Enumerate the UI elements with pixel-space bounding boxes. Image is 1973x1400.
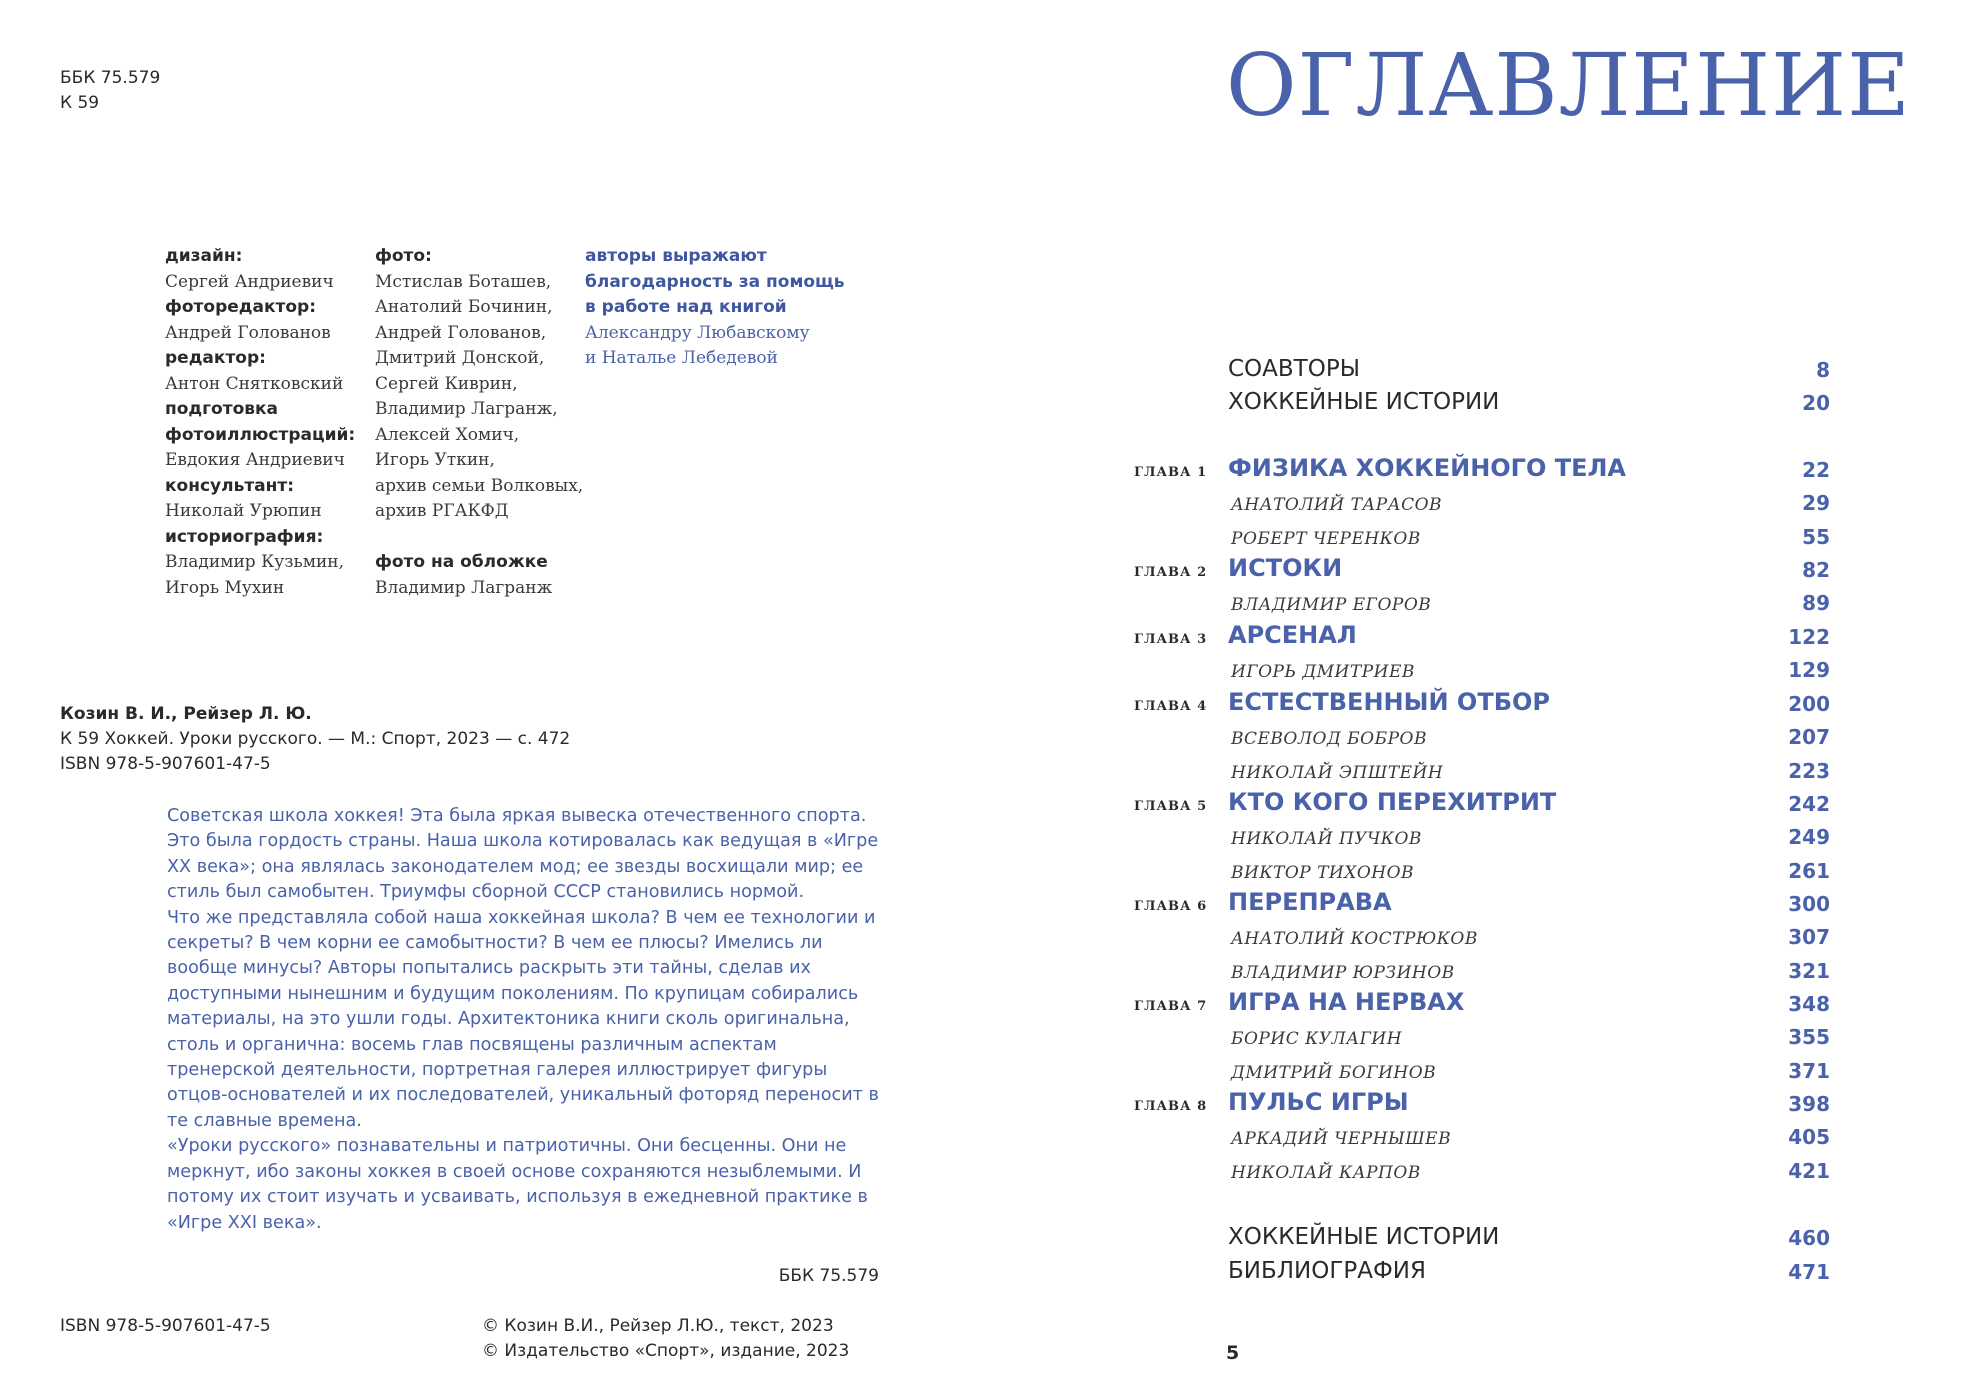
credit-label-photo: фото: [375,246,432,266]
ack-label-line2: благодарность за помощь [585,271,845,292]
toc-entry-title: ИГОРЬ ДМИТРИЕВ [1231,662,1415,682]
toc-entry-title: АРКАДИЙ ЧЕРНЫШЕВ [1231,1129,1452,1149]
credit-value-editor: Антон Снятковский [165,373,344,394]
credit-value-consultant: Николай Урюпин [165,501,322,521]
toc-entry-title: СОАВТОРЫ [1228,356,1360,382]
toc-page-number: 8 [1816,358,1830,382]
toc-entry-plain [1228,1222,1830,1256]
acknowledgements [585,244,845,372]
toc-entry-chapter [1134,1088,1830,1122]
toc-chapter-label: ГЛАВА 7 [1134,999,1208,1014]
isbn-bottom: ISBN 978-5-907601-47-5 [60,1316,271,1336]
toc-entry-title: ХОККЕЙНЫЕ ИСТОРИИ [1228,1224,1500,1250]
bbk-bottom: ББК 75.579 [778,1266,879,1286]
photo-credit-4: Дмитрий Донской, [375,348,545,368]
bib-authors: Козин В. И., Рейзер Л. Ю. [60,704,312,724]
toc-chapter-label: ГЛАВА 4 [1134,699,1208,714]
credit-value-historiography-2: Игорь Мухин [165,577,285,598]
toc-entry-person [1228,921,1830,955]
photo-credit-5: Сергей Киврин, [375,373,518,394]
bibliographic-record [60,702,570,777]
toc-entry-chapter [1134,888,1830,922]
credits-column-2 [375,244,585,601]
toc-chapter-label: ГЛАВА 3 [1134,632,1208,647]
toc-entry-person [1228,1055,1830,1089]
toc-entry-title: ЕСТЕСТВЕННЫЙ ОТБОР [1228,688,1550,716]
toc-entry-person [1228,755,1830,789]
toc-entry-title: БОРИС КУЛАГИН [1231,1029,1403,1049]
photo-credit-1: Мстислав Боташев, [375,271,552,292]
toc-page-number: 261 [1788,859,1830,883]
toc-chapter-label: ГЛАВА 2 [1134,565,1208,580]
ack-label-line1: авторы выражают [585,246,767,266]
page-number: 5 [1226,1342,1240,1364]
credit-label-photo-editor: фоторедактор: [165,297,317,317]
toc-page-number: 421 [1788,1159,1830,1183]
toc-entry-title: ПУЛЬС ИГРЫ [1228,1088,1409,1116]
toc-page-number: 29 [1802,491,1830,515]
toc-page-number: 242 [1788,792,1830,816]
toc-page-number: 300 [1788,892,1830,916]
toc-entry-title: АНАТОЛИЙ КОСТРЮКОВ [1231,929,1478,949]
toc-entry-title: ВСЕВОЛОД БОБРОВ [1231,729,1427,749]
spacer [375,525,585,551]
toc-entry-person [1228,654,1830,688]
toc-entry-plain [1228,1256,1830,1290]
toc-entry-title: ДМИТРИЙ БОГИНОВ [1231,1063,1437,1083]
toc-entry-title: ВИКТОР ТИХОНОВ [1231,863,1415,883]
ack-name-2: и Наталье Лебедевой [585,348,778,368]
toc-entry-title: БИБЛИОГРАФИЯ [1228,1258,1426,1284]
credit-label-cover-photo: фото на обложке [375,552,548,572]
toc-page-number: 249 [1788,825,1830,849]
author-mark: К 59 [60,93,100,113]
toc-chapter-label: ГЛАВА 6 [1134,899,1208,914]
toc-chapter-label: ГЛАВА 8 [1134,1099,1208,1114]
toc-page-number: 471 [1788,1260,1830,1284]
toc-entry-chapter [1134,688,1830,722]
toc-chapter-label: ГЛАВА 1 [1134,465,1208,480]
credit-value-photo-editor: Андрей Голованов [165,322,331,343]
credit-label-consultant: консультант: [165,475,295,496]
toc-page-number: 355 [1788,1025,1830,1049]
toc-entry-title: ПЕРЕПРАВА [1228,888,1392,916]
credit-value-cover-photo: Владимир Лагранж [375,577,553,598]
toc-entry-title: ВЛАДИМИР ЮРЗИНОВ [1231,963,1455,983]
toc-entry-title: НИКОЛАЙ ЭПШТЕЙН [1231,763,1444,783]
bib-isbn: ISBN 978-5-907601-47-5 [60,754,271,774]
copyright-block [482,1314,849,1364]
toc-entry-title: ХОККЕЙНЫЕ ИСТОРИИ [1228,389,1500,415]
credit-value-design: Сергей Андриевич [165,271,334,292]
toc-entry-title: АРСЕНАЛ [1228,621,1357,649]
toc-entry-chapter [1134,988,1830,1022]
toc-entry-person [1228,721,1830,755]
photo-credit-10: архив РГАКФД [375,501,509,521]
toc-entry-title: НИКОЛАЙ КАРПОВ [1231,1163,1421,1183]
credit-value-photo-prep: Евдокия Андриевич [165,450,345,470]
toc-chapter-label: ГЛАВА 5 [1134,799,1208,814]
ack-label-line3: в работе над книгой [585,297,787,317]
toc-page-number: 20 [1802,391,1830,415]
toc-page-number: 82 [1802,558,1830,582]
toc-page-number: 460 [1788,1226,1830,1250]
toc-entry-title: ИСТОКИ [1228,554,1343,582]
toc-page-number: 307 [1788,925,1830,949]
classification-block [60,66,160,116]
credit-label-photo-prep-line2: фотоиллюстраций: [165,424,356,445]
toc-page-number: 348 [1788,992,1830,1016]
toc-entry-person [1228,955,1830,989]
photo-credit-7: Алексей Хомич, [375,424,520,445]
toc-entry-plain [1228,354,1830,388]
bib-title-line: К 59 Хоккей. Уроки русского. — М.: Спорт, 2023 — с. 472 [60,729,571,749]
credit-label-historiography: историография: [165,526,324,547]
photo-credit-9: архив семьи Волковых, [375,475,584,496]
toc-page-number: 122 [1788,625,1830,649]
toc-page-number: 371 [1788,1059,1830,1083]
toc-entry-title: АНАТОЛИЙ ТАРАСОВ [1231,495,1443,515]
toc-entry-person [1228,1155,1830,1189]
toc-entry-chapter [1134,454,1830,488]
toc-page-number: 207 [1788,725,1830,749]
credit-label-photo-prep-line1: подготовка [165,399,279,419]
toc-entry-person [1228,587,1830,621]
toc-page-number: 398 [1788,1092,1830,1116]
credit-label-design: дизайн: [165,246,243,266]
credits-column-1 [165,244,375,601]
toc-page-number: 129 [1788,658,1830,682]
toc-entry-person [1228,1121,1830,1155]
toc-entry-person [1228,521,1830,555]
annotation-paragraph-1: Советская школа хоккея! Эта была яркая вывеска отечественного спорта. Это была гордость страны. Наша школа котировалась как ведущая в «Игре XX века»; она являлась законодателем мод; ее звезды восхищали мир; ее стиль был самобытен. Триумфы сборной СССР становились нормой. [167,806,879,903]
annotation-paragraph-3: «Уроки русского» познавательны и патриотичны. Они бесценны. Они не меркнут, ибо законы хоккея в своей основе сохраняются незыблемыми. И потому их стоит изучать и усваивать, используя в ежедневной практике в «Игре XXI века». [167,1136,868,1233]
toc-entry-chapter [1134,554,1830,588]
page-title: ОГЛАВЛЕНИЕ [1226,36,1911,136]
bbk-code: ББК 75.579 [60,68,161,88]
photo-credit-3: Андрей Голованов, [375,322,547,343]
copyright-text: © Козин В.И., Рейзер Л.Ю., текст, 2023 [482,1316,834,1336]
toc-entry-person [1228,487,1830,521]
toc-page-number: 223 [1788,759,1830,783]
annotation-paragraph-2: Что же представляла собой наша хоккейная школа? В чем ее технологии и секреты? В чем корни ее самобытности? В чем ее плюсы? Имелись ли вообще минусы? Авторы попытались раскрыть эти тайны, сделав их доступными нынешним и будущим поколениям. По крупицам собирались материалы, на это ушли годы. Архитектоника книги сколь оригинальна, столь и органична: восемь глав посвящены различным аспектам тренерской деятельности, портретная галерея иллюстрирует фигуры отцов-основателей и их последователей, уникальный фоторяд переносит в те славные времена. [167,907,879,1131]
toc-page-number: 55 [1802,525,1830,549]
credit-label-editor: редактор: [165,348,266,368]
toc-entry-title: ВЛАДИМИР ЕГОРОВ [1231,595,1432,615]
photo-credit-2: Анатолий Бочинин, [375,297,553,317]
toc-entry-plain [1228,387,1830,421]
toc-entry-title: РОБЕРТ ЧЕРЕНКОВ [1231,529,1421,549]
toc-entry-title: КТО КОГО ПЕРЕХИТРИТ [1228,788,1557,816]
toc-page-number: 200 [1788,692,1830,716]
toc-page-number: 321 [1788,959,1830,983]
toc-entry-person [1228,855,1830,889]
toc-entry-person [1228,821,1830,855]
toc-page-number: 89 [1802,591,1830,615]
annotation [167,804,879,1236]
photo-credit-8: Игорь Уткин, [375,450,495,470]
copyright-edition: © Издательство «Спорт», издание, 2023 [482,1341,850,1361]
credit-value-historiography-1: Владимир Кузьмин, [165,552,345,572]
toc-entry-title: НИКОЛАЙ ПУЧКОВ [1231,829,1422,849]
ack-name-1: Александру Любавскому [585,322,810,343]
toc-entry-person [1228,1021,1830,1055]
toc-entry-title: ФИЗИКА ХОККЕЙНОГО ТЕЛА [1228,454,1627,482]
toc-page-number: 405 [1788,1125,1830,1149]
toc-entry-title: ИГРА НА НЕРВАХ [1228,988,1465,1016]
toc-entry-chapter [1134,621,1830,655]
toc-page-number: 22 [1802,458,1830,482]
toc-entry-chapter [1134,788,1830,822]
photo-credit-6: Владимир Лагранж, [375,399,558,419]
